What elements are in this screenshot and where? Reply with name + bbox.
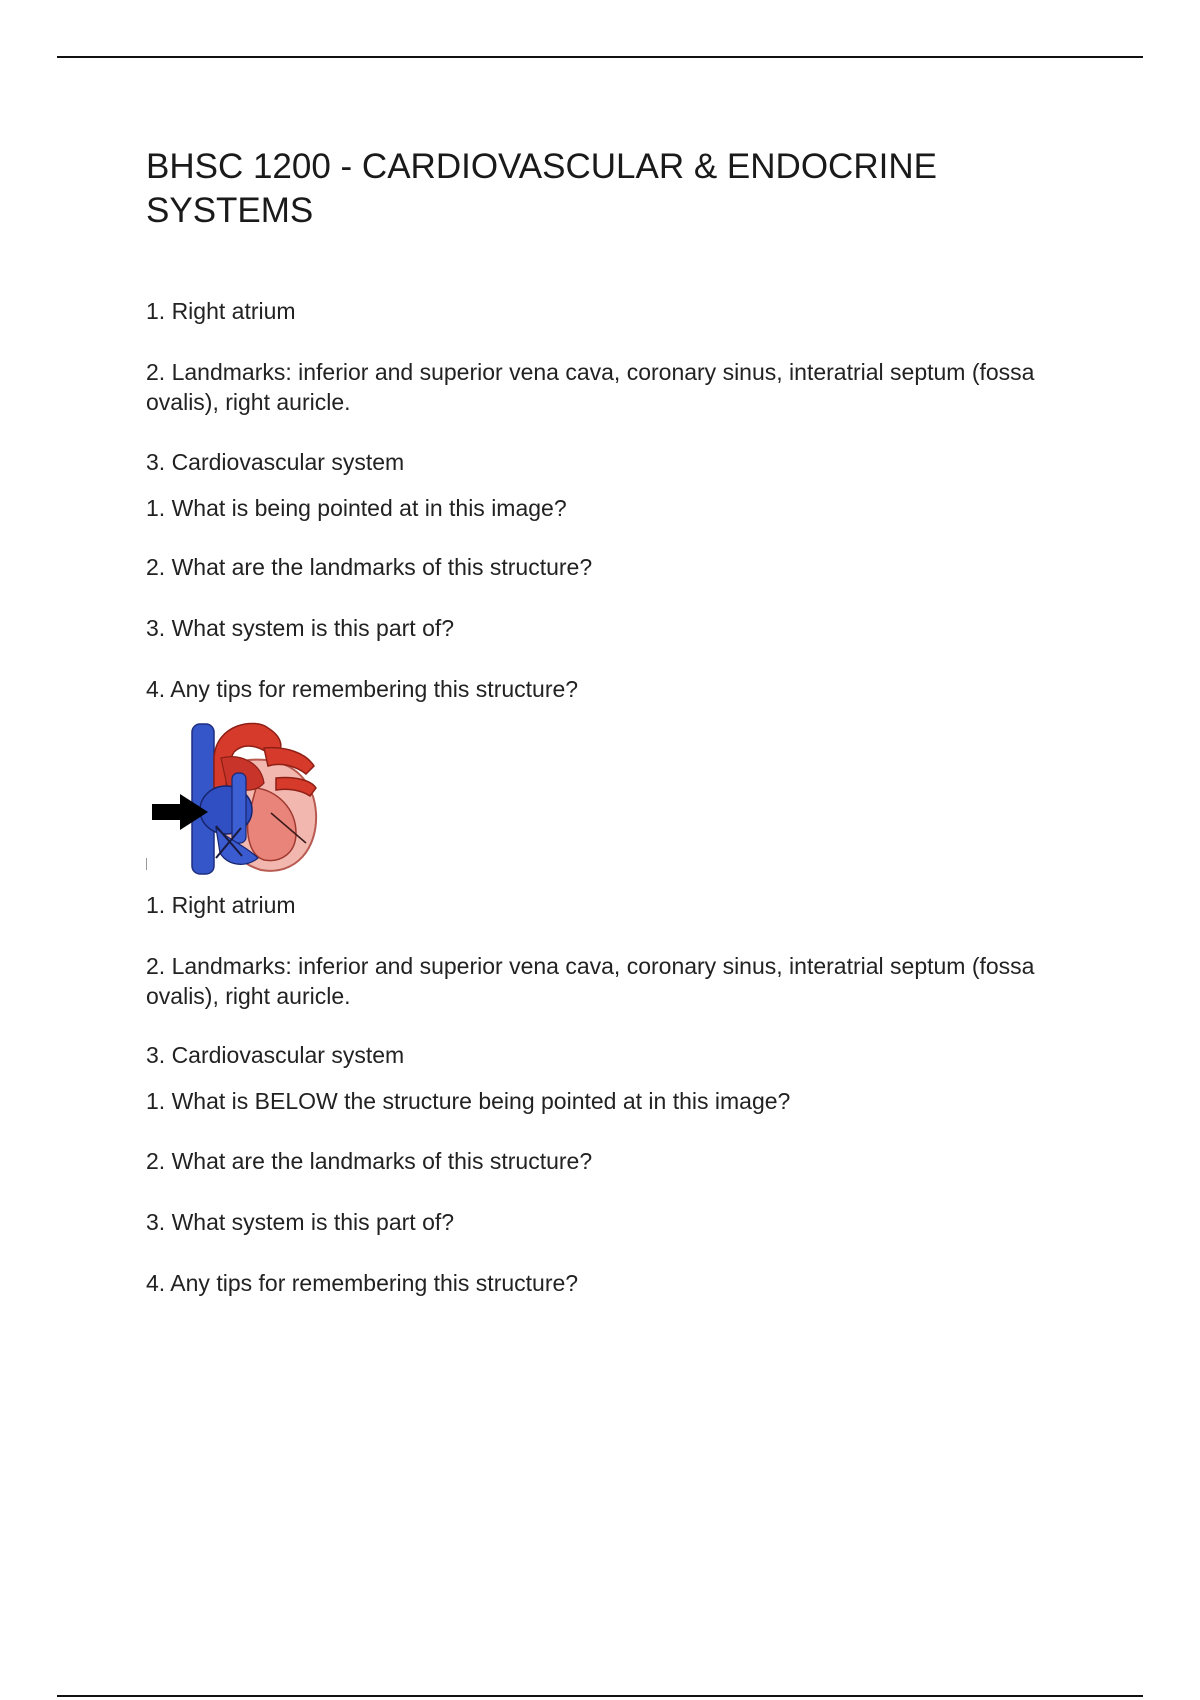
block1-question-2: 2. What are the landmarks of this structure?: [146, 554, 593, 580]
block2-question-3: 3. What system is this part of?: [146, 1209, 455, 1235]
block1-answer-3: 3. Cardiovascular system: [146, 449, 405, 475]
top-rule: [57, 56, 1143, 58]
block1-question-3: 3. What system is this part of?: [146, 615, 455, 641]
block1-answer-2: 2. Landmarks: inferior and superior vena cava, coronary sinus, interatrial septum (fossa ovalis), right auricle.: [146, 359, 1035, 415]
block2-question-2: 2. What are the landmarks of this structure?: [146, 1148, 593, 1174]
heart-diagram-figure: [146, 718, 326, 878]
block1-question-4: 4. Any tips for remembering this structure?: [146, 676, 579, 702]
block1-question-1: 1. What is being pointed at in this image?: [146, 495, 567, 521]
block2-answer-1: 1. Right atrium: [146, 892, 296, 918]
block2-answer-2: 2. Landmarks: inferior and superior vena cava, coronary sinus, interatrial septum (fossa ovalis), right auricle.: [146, 953, 1035, 1009]
block2-question-1: 1. What is BELOW the structure being pointed at in this image?: [146, 1088, 791, 1114]
heart-diagram-icon: [146, 718, 326, 878]
pulmonary-trunk-blue: [232, 773, 246, 843]
block2-answer-3: 3. Cardiovascular system: [146, 1042, 405, 1068]
document-title: BHSC 1200 - CARDIOVASCULAR & ENDOCRINE SYSTEMS: [146, 147, 937, 230]
figure-caption-mark: [146, 858, 147, 870]
bottom-rule: [57, 1695, 1143, 1697]
block2-question-4: 4. Any tips for remembering this structure?: [146, 1270, 579, 1296]
block1-answer-1: 1. Right atrium: [146, 298, 296, 324]
